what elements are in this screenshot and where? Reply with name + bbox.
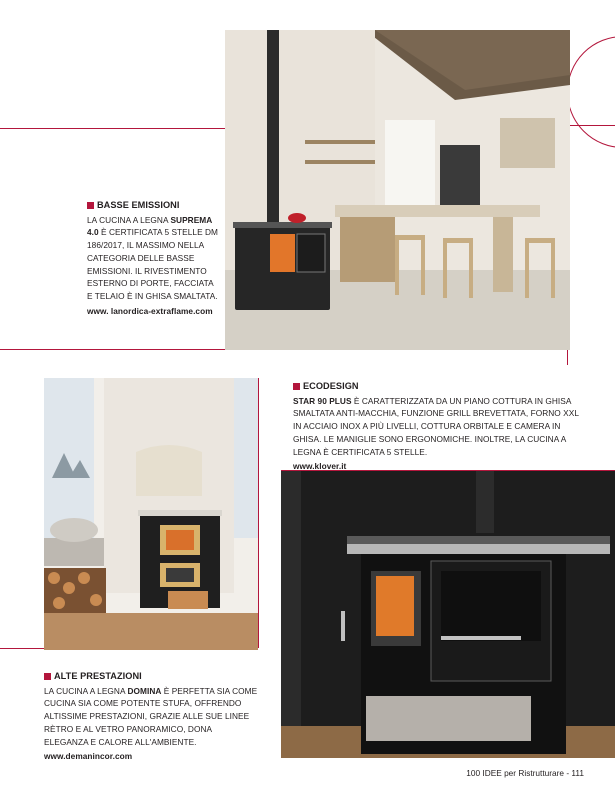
product-name: DOMINA — [127, 685, 162, 696]
guide-arc-top — [567, 36, 615, 148]
page-footer: 100 IDEE per Ristrutturare - 111 — [466, 768, 584, 778]
article-heading: ECODESIGN — [293, 380, 583, 393]
article-heading: ALTE PRESTAZIONI — [44, 670, 258, 683]
article-alte-prestazioni — [44, 670, 258, 763]
kitchen-stove-photo — [225, 30, 570, 350]
article-body: STAR 90 PLUS È CARATTERIZZATA DA UN PIANO COTTURA IN GHISA SMALTATA ANTI-MACCHIA, FUNZIONE GRILL BREVETTATA, FORNO XXL IN ACCIAIO INOX A PIÙ LIVELLI, COTTURA ORBITALE E CAMERA IN GHISA. LE MANIGLIE SONO ERGONOMICHE. INOLTRE, LA CUCINA A LEGNA È CERTIFICATA 5 STELLE. — [293, 395, 579, 457]
product-name: STAR 90 PLUS — [293, 395, 352, 406]
article-body: LA CUCINA A LEGNA SUPREMA 4.0 È CERTIFICATA 5 STELLE DM 186/2017, IL MASSIMO NELLA CATEGORIA DELLE BASSE EMISSIONI. IL RIVESTIMENTO ESTERNO DI PORTE, FACCIATA E TELAIO È IN GHISA SMALTATA. — [87, 214, 219, 301]
domina-stove-photo — [44, 378, 258, 650]
article-heading: BASSE EMISSIONI — [87, 199, 221, 212]
product-name: SUPREMA 4.0 — [87, 214, 212, 238]
heading-marker — [87, 202, 94, 209]
article-url[interactable]: www.demanincor.com — [44, 751, 133, 762]
article-basse-emissioni — [87, 199, 221, 317]
heading-marker — [44, 673, 51, 680]
guide-line-top — [0, 128, 225, 129]
article-body: LA CUCINA A LEGNA DOMINA È PERFETTA SIA COME CUCINA SIA COME POTENTE STUFA, OFFRENDO ALTISSIME PRESTAZIONI, GRAZIE ALLE SUE LINEE RÈTRO E AL VETRO PANORAMICO, DONA ELEGANZA E CALORE ALL'AMBIENTE. — [44, 685, 258, 747]
article-url[interactable]: www.klover.it — [293, 461, 347, 472]
star-90-plus-photo — [281, 471, 615, 758]
guide-line-middle-left — [0, 349, 225, 350]
heading-marker — [293, 383, 300, 390]
guide-line-bottom-left — [0, 648, 44, 649]
article-url[interactable]: www. lanordica-extraflame.com — [87, 305, 213, 316]
guide-line-vertical-left — [258, 378, 259, 648]
article-ecodesign — [293, 380, 583, 473]
